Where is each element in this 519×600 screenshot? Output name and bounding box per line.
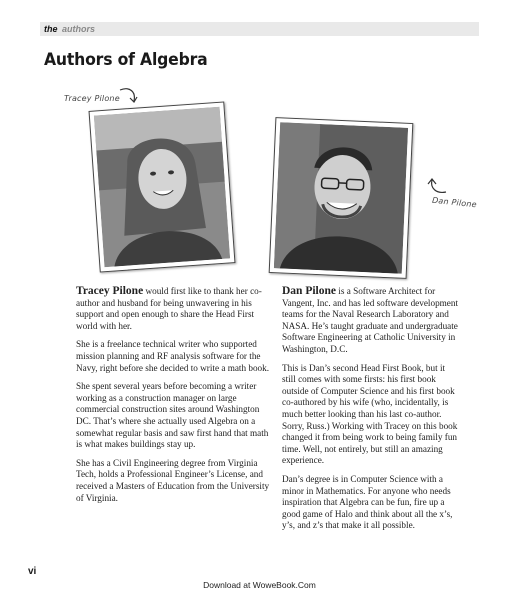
tracey-portrait xyxy=(94,107,230,267)
dan-bio xyxy=(282,286,460,539)
tracey-photo xyxy=(89,101,236,272)
dan-portrait xyxy=(274,122,408,273)
dan-label: Dan Pilone xyxy=(431,195,478,210)
tracey-name: Tracey Pilone xyxy=(76,285,144,297)
footer-watermark: Download at WoweBook.Com xyxy=(203,580,316,590)
tracey-bio-paragraph: She has a Civil Engineering degree from Virginia Tech, holds a Professional Engineer’s License, and received a Masters of Education from the University of Virginia. xyxy=(76,457,270,503)
tracey-bio-paragraph: She is a freelance technical writer who supported mission planning and RF analysis software for the Navy, right before she decided to write a math book. xyxy=(76,339,270,373)
dan-bio-text: is a Software Architect for Vangent, Inc. and has led software development teams for the Naval Research Laboratory and NASA. He’s taught graduate and undergraduate Software Engineering at Catholic University in Washington, D.C. xyxy=(282,286,459,354)
running-header-prefix: the xyxy=(44,24,58,34)
page-title: Authors of Algebra xyxy=(44,50,208,70)
curved-arrow-icon xyxy=(426,176,448,196)
tracey-label: Tracey Pilone xyxy=(64,94,120,103)
dan-photo xyxy=(269,117,414,279)
tracey-bio-paragraph xyxy=(76,286,272,332)
running-header-section: authors xyxy=(62,24,96,34)
dan-bio-paragraph xyxy=(282,286,460,356)
tracey-bio xyxy=(76,286,272,511)
page-number: vi xyxy=(28,566,37,577)
dan-name: Dan Pilone xyxy=(282,285,336,297)
curved-arrow-icon xyxy=(118,86,140,106)
dan-bio-paragraph: Dan’s degree is in Computer Science with a minor in Mathematics. For anyone who needs inspiration that Algebra can be fun, fire up a good game of Halo and think about all the x’s, y’s, and z’s that make it all possible. xyxy=(282,473,453,531)
tracey-bio-text: would first like to thank her co-author and husband for being unwavering in his support and open enough to share the Head First world with her. xyxy=(76,286,262,331)
tracey-bio-paragraph: She spent several years before becoming a writer working as a construction manager on large commercial construction sites around Washington DC. That’s where she actually used Algebra on a somewhat regular basis and saw first hand that math is what makes buildings stay up. xyxy=(76,381,269,450)
dan-bio-paragraph: This is Dan’s second Head First Book, but it still comes with some firsts: his first book outside of Computer Science and his first book co-authored by his wife (who, incidentally, is much better looking than his last co-author. Sorry, Russ.) Working with Tracey on this book changed it from being work to being family fun time. Well, not entirely, but still an amazing experience. xyxy=(282,362,458,466)
running-header xyxy=(40,22,479,36)
